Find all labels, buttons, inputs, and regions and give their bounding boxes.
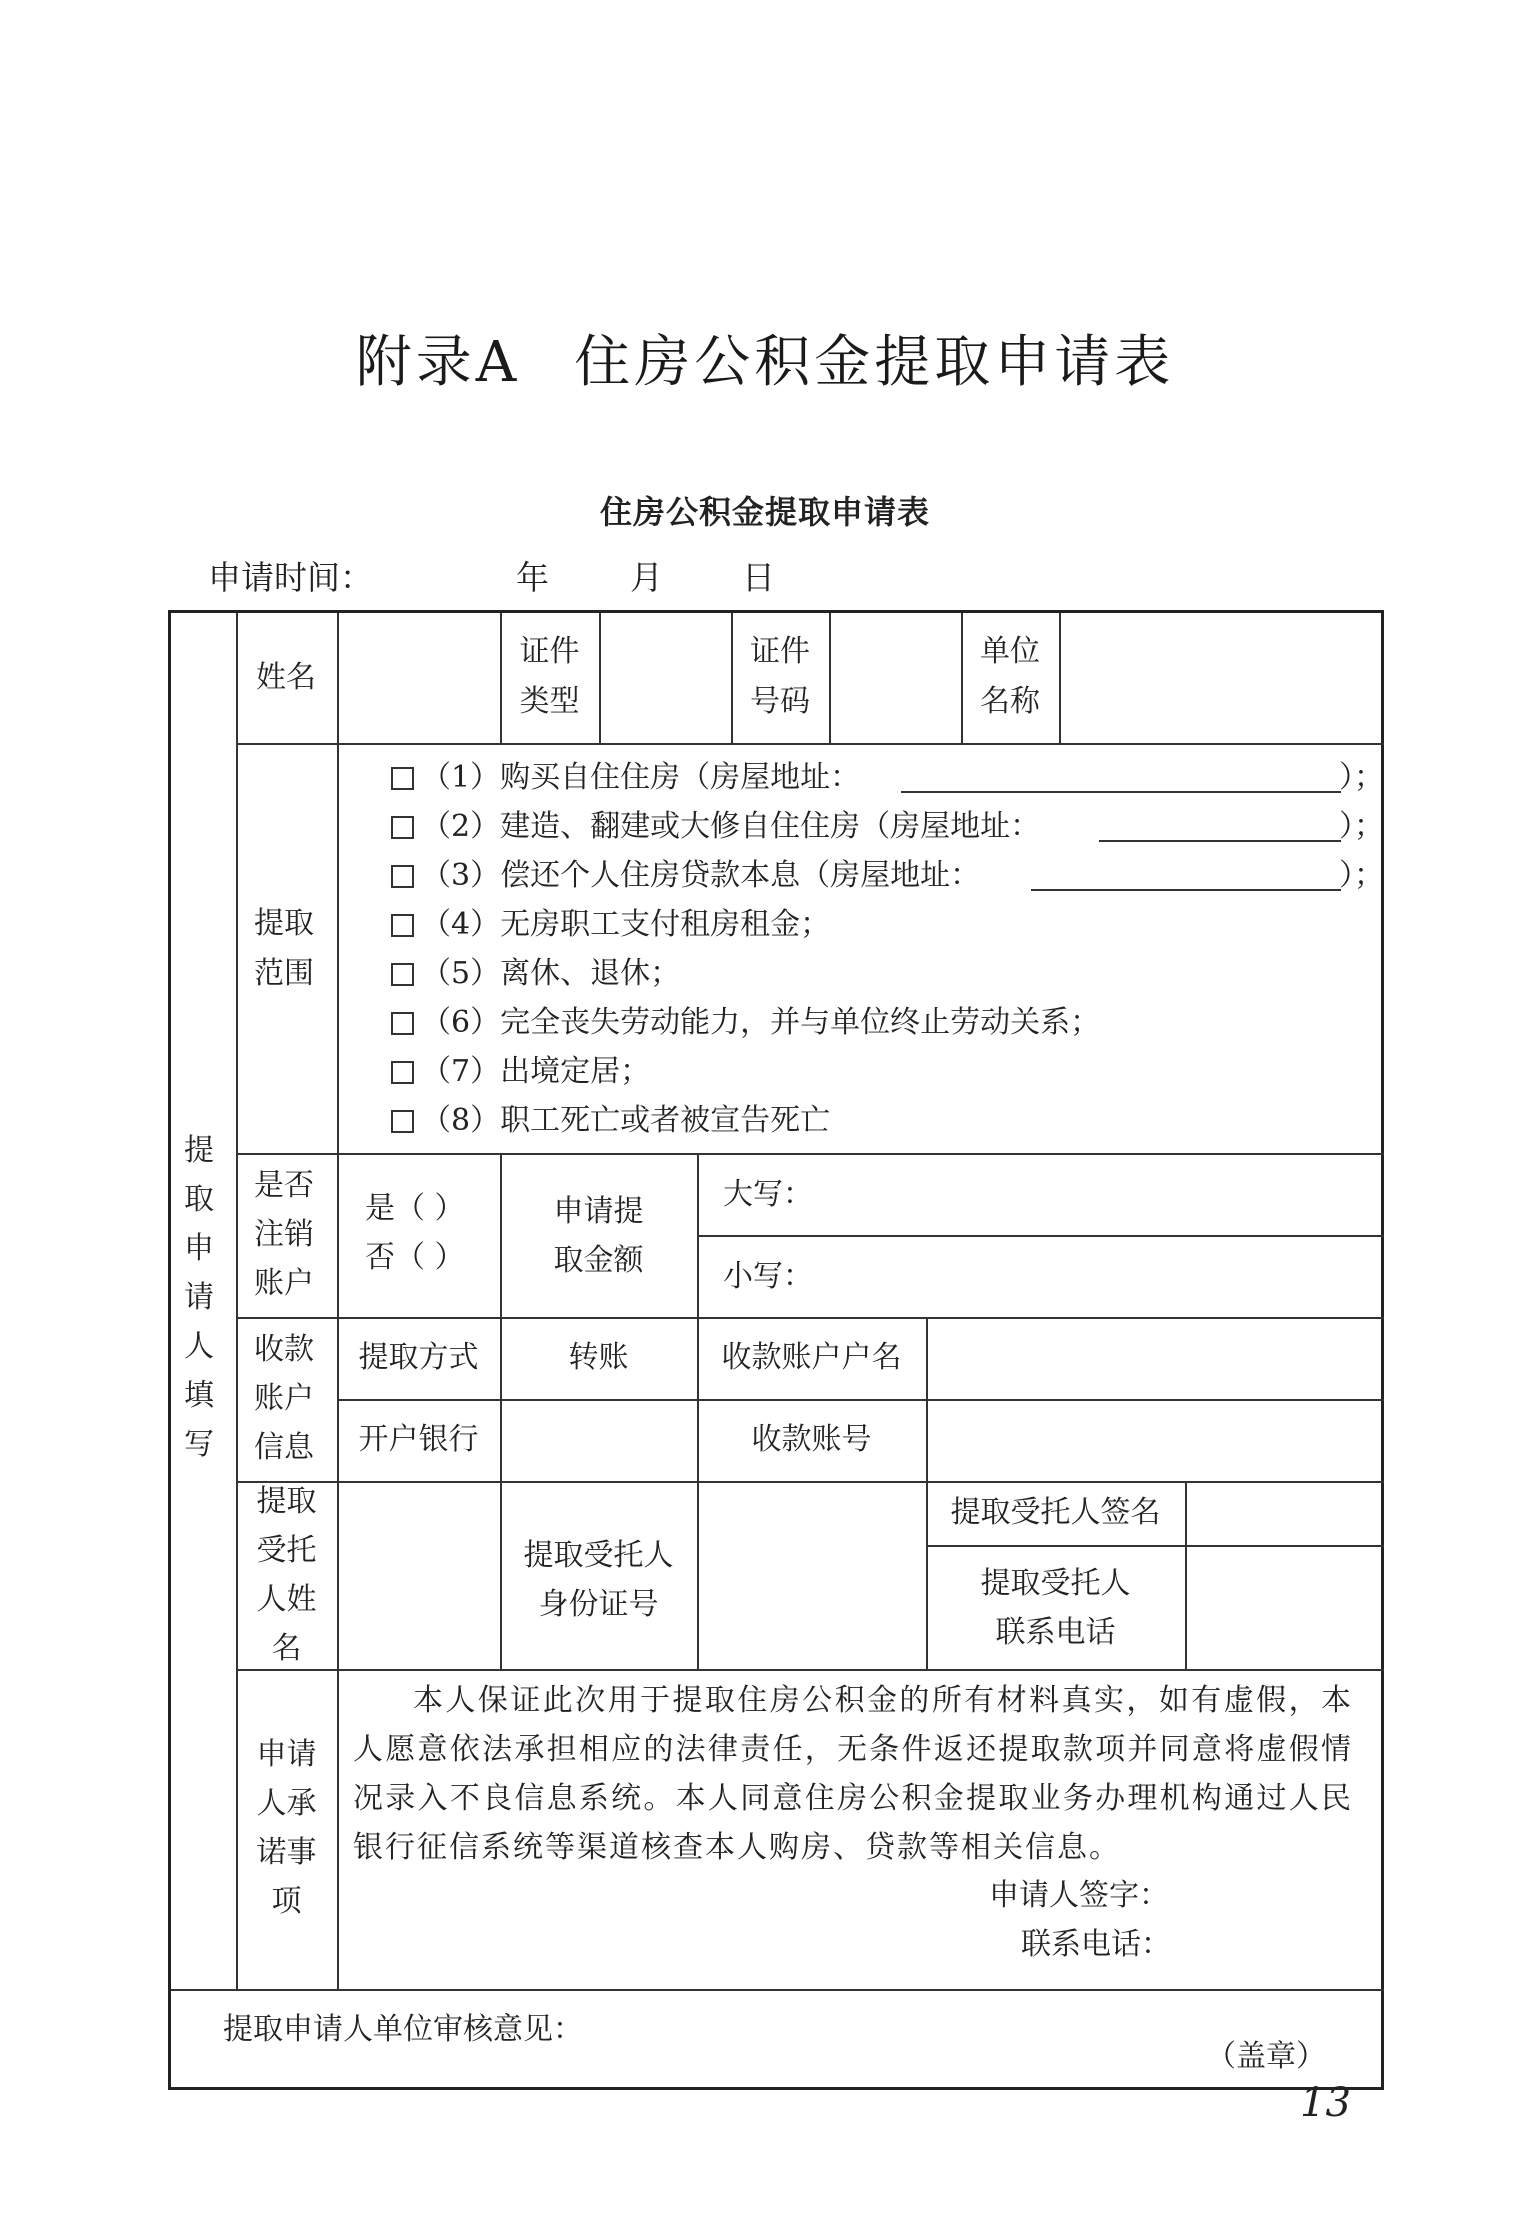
account-info-label: 收款 账户 信息 — [254, 1332, 314, 1465]
amount-lower-label: 小写： — [723, 1259, 813, 1294]
account-number-field[interactable] — [926, 1399, 1384, 1481]
trustee-name-field[interactable] — [337, 1481, 500, 1669]
cancel-account-label: 是否 注销 账户 — [254, 1168, 314, 1301]
name-label: 姓名 — [256, 660, 316, 695]
employer-review-label: 提取申请人单位审核意见： — [223, 2012, 583, 2047]
scope-checkbox-4[interactable] — [391, 914, 414, 937]
id-type-label: 证件 类型 — [519, 634, 580, 719]
account-name-field[interactable] — [926, 1317, 1384, 1399]
cancel-no-option[interactable]: 否（ ） — [365, 1240, 465, 1275]
trustee-phone-field[interactable] — [1185, 1545, 1384, 1669]
account-name-label: 收款账户户名 — [721, 1340, 902, 1375]
employer-review-field[interactable] — [171, 1989, 1384, 2090]
appendix-heading: 附录A 住房公积金提取申请表 — [355, 330, 1175, 395]
trustee-phone-label: 提取受托人 联系电话 — [980, 1566, 1131, 1650]
applicant-signature-label: 申请人签字： — [989, 1878, 1169, 1913]
employer-name-label: 单位 名称 — [980, 634, 1040, 719]
pledge-text: 本人保证此次用于提取住房公积金的所有材料真实，如有虚假，本人愿意依法承担相应的法律责任，无条件返还提取款项并同意将虚假情况录入不良信息系统。本人同意住房公积金提取业务办理机构通过人民银行征信系统等渠道核查本人购房、贷款等相关信息。 — [353, 1683, 1353, 1865]
scope-checkbox-3[interactable] — [391, 865, 414, 888]
withdrawal-amount-label: 申请提 取金额 — [553, 1194, 644, 1278]
date-year: 年 — [516, 558, 549, 597]
address-blank-1[interactable] — [901, 791, 1341, 793]
id-type-field[interactable] — [599, 613, 731, 743]
side-label-applicant: 提 取 申 请 人 填 写 — [184, 1133, 214, 1462]
scope-checkbox-7[interactable] — [391, 1061, 414, 1084]
bank-label: 开户银行 — [358, 1422, 479, 1457]
form-title: 住房公积金提取申请表 — [599, 493, 930, 531]
application-form-table: 提 取 申 请 人 填 写 姓名 证件 类型 证件 号码 单位 名称 提取 范围 （1）购买自住住房（房屋地址： ）； （2）建造、翻建或大修自住住房（房屋地址： ）； （3）偿还个人住房贷款本息（房屋地址： ）； （4）无房职工支付租房租金； （5）离休、退休； （6）完全丧失劳动能力，并与单位终止劳动关系； （7）出境定居； （8）职工死亡或者被宣告死亡 是否 注销 账户 是（ ） 否（ ） 申请提 取金额 大写： 小写： 收款 账户 信息 提取方式 转账 收款账户户名 开户银行 收款账号 提取 受托 人姓 名 提取受托人 身份证号 提取受托人签名 提取受托人 联系电话 申请 人承 诺事 项 本人保证此次用于提取住房公积金的所有材料真实，如有虚假，本人愿意依法承担相应的法律责任，无条件返还提取款项并同意将虚假情况录入不良信息系统。本人同意住房公积金提取业务办理机构通过人民银行征信系统等渠道核查本人购房、贷款等相关信息。 申请人签字： 联系电话： 提取申请人单位审核意见： （盖章） — [168, 610, 1384, 2090]
cancel-yes-option[interactable]: 是（ ） — [365, 1191, 465, 1226]
id-number-field[interactable] — [829, 613, 961, 743]
scope-checkbox-2[interactable] — [391, 816, 414, 839]
address-blank-3[interactable] — [1031, 889, 1341, 891]
date-month: 月 — [630, 558, 663, 597]
trustee-signature-label: 提取受托人签名 — [950, 1495, 1161, 1530]
scope-checkbox-6[interactable] — [391, 1012, 414, 1035]
scope-label: 提取 范围 — [254, 906, 314, 991]
id-number-label: 证件 号码 — [750, 634, 810, 719]
scope-checkbox-5[interactable] — [391, 963, 414, 986]
name-field[interactable] — [337, 613, 500, 743]
trustee-id-field[interactable] — [697, 1481, 926, 1669]
trustee-name-label: 提取 受托 人姓 名 — [256, 1484, 317, 1666]
withdrawal-method-value: 转账 — [568, 1340, 629, 1375]
amount-upper-field[interactable] — [831, 1153, 1384, 1235]
employer-name-field[interactable] — [1059, 613, 1384, 743]
page-number: 13 — [1300, 2080, 1351, 2126]
trustee-id-label: 提取受托人 身份证号 — [523, 1538, 674, 1622]
scope-checkbox-1[interactable] — [391, 767, 414, 790]
bank-field[interactable] — [500, 1399, 697, 1481]
scope-checkbox-8[interactable] — [391, 1110, 414, 1133]
trustee-signature-field[interactable] — [1185, 1481, 1384, 1545]
account-number-label: 收款账号 — [751, 1422, 872, 1457]
address-blank-2[interactable] — [1099, 840, 1341, 842]
date-label: 申请时间： — [208, 558, 373, 597]
amount-lower-field[interactable] — [831, 1235, 1384, 1317]
pledge-label: 申请 人承 诺事 项 — [256, 1737, 317, 1919]
stamp-note: （盖章） — [1206, 2039, 1326, 2074]
withdrawal-method-label: 提取方式 — [358, 1340, 479, 1375]
date-day: 日 — [742, 558, 775, 597]
amount-upper-label: 大写： — [723, 1177, 813, 1212]
applicant-phone-label: 联系电话： — [1021, 1927, 1171, 1962]
